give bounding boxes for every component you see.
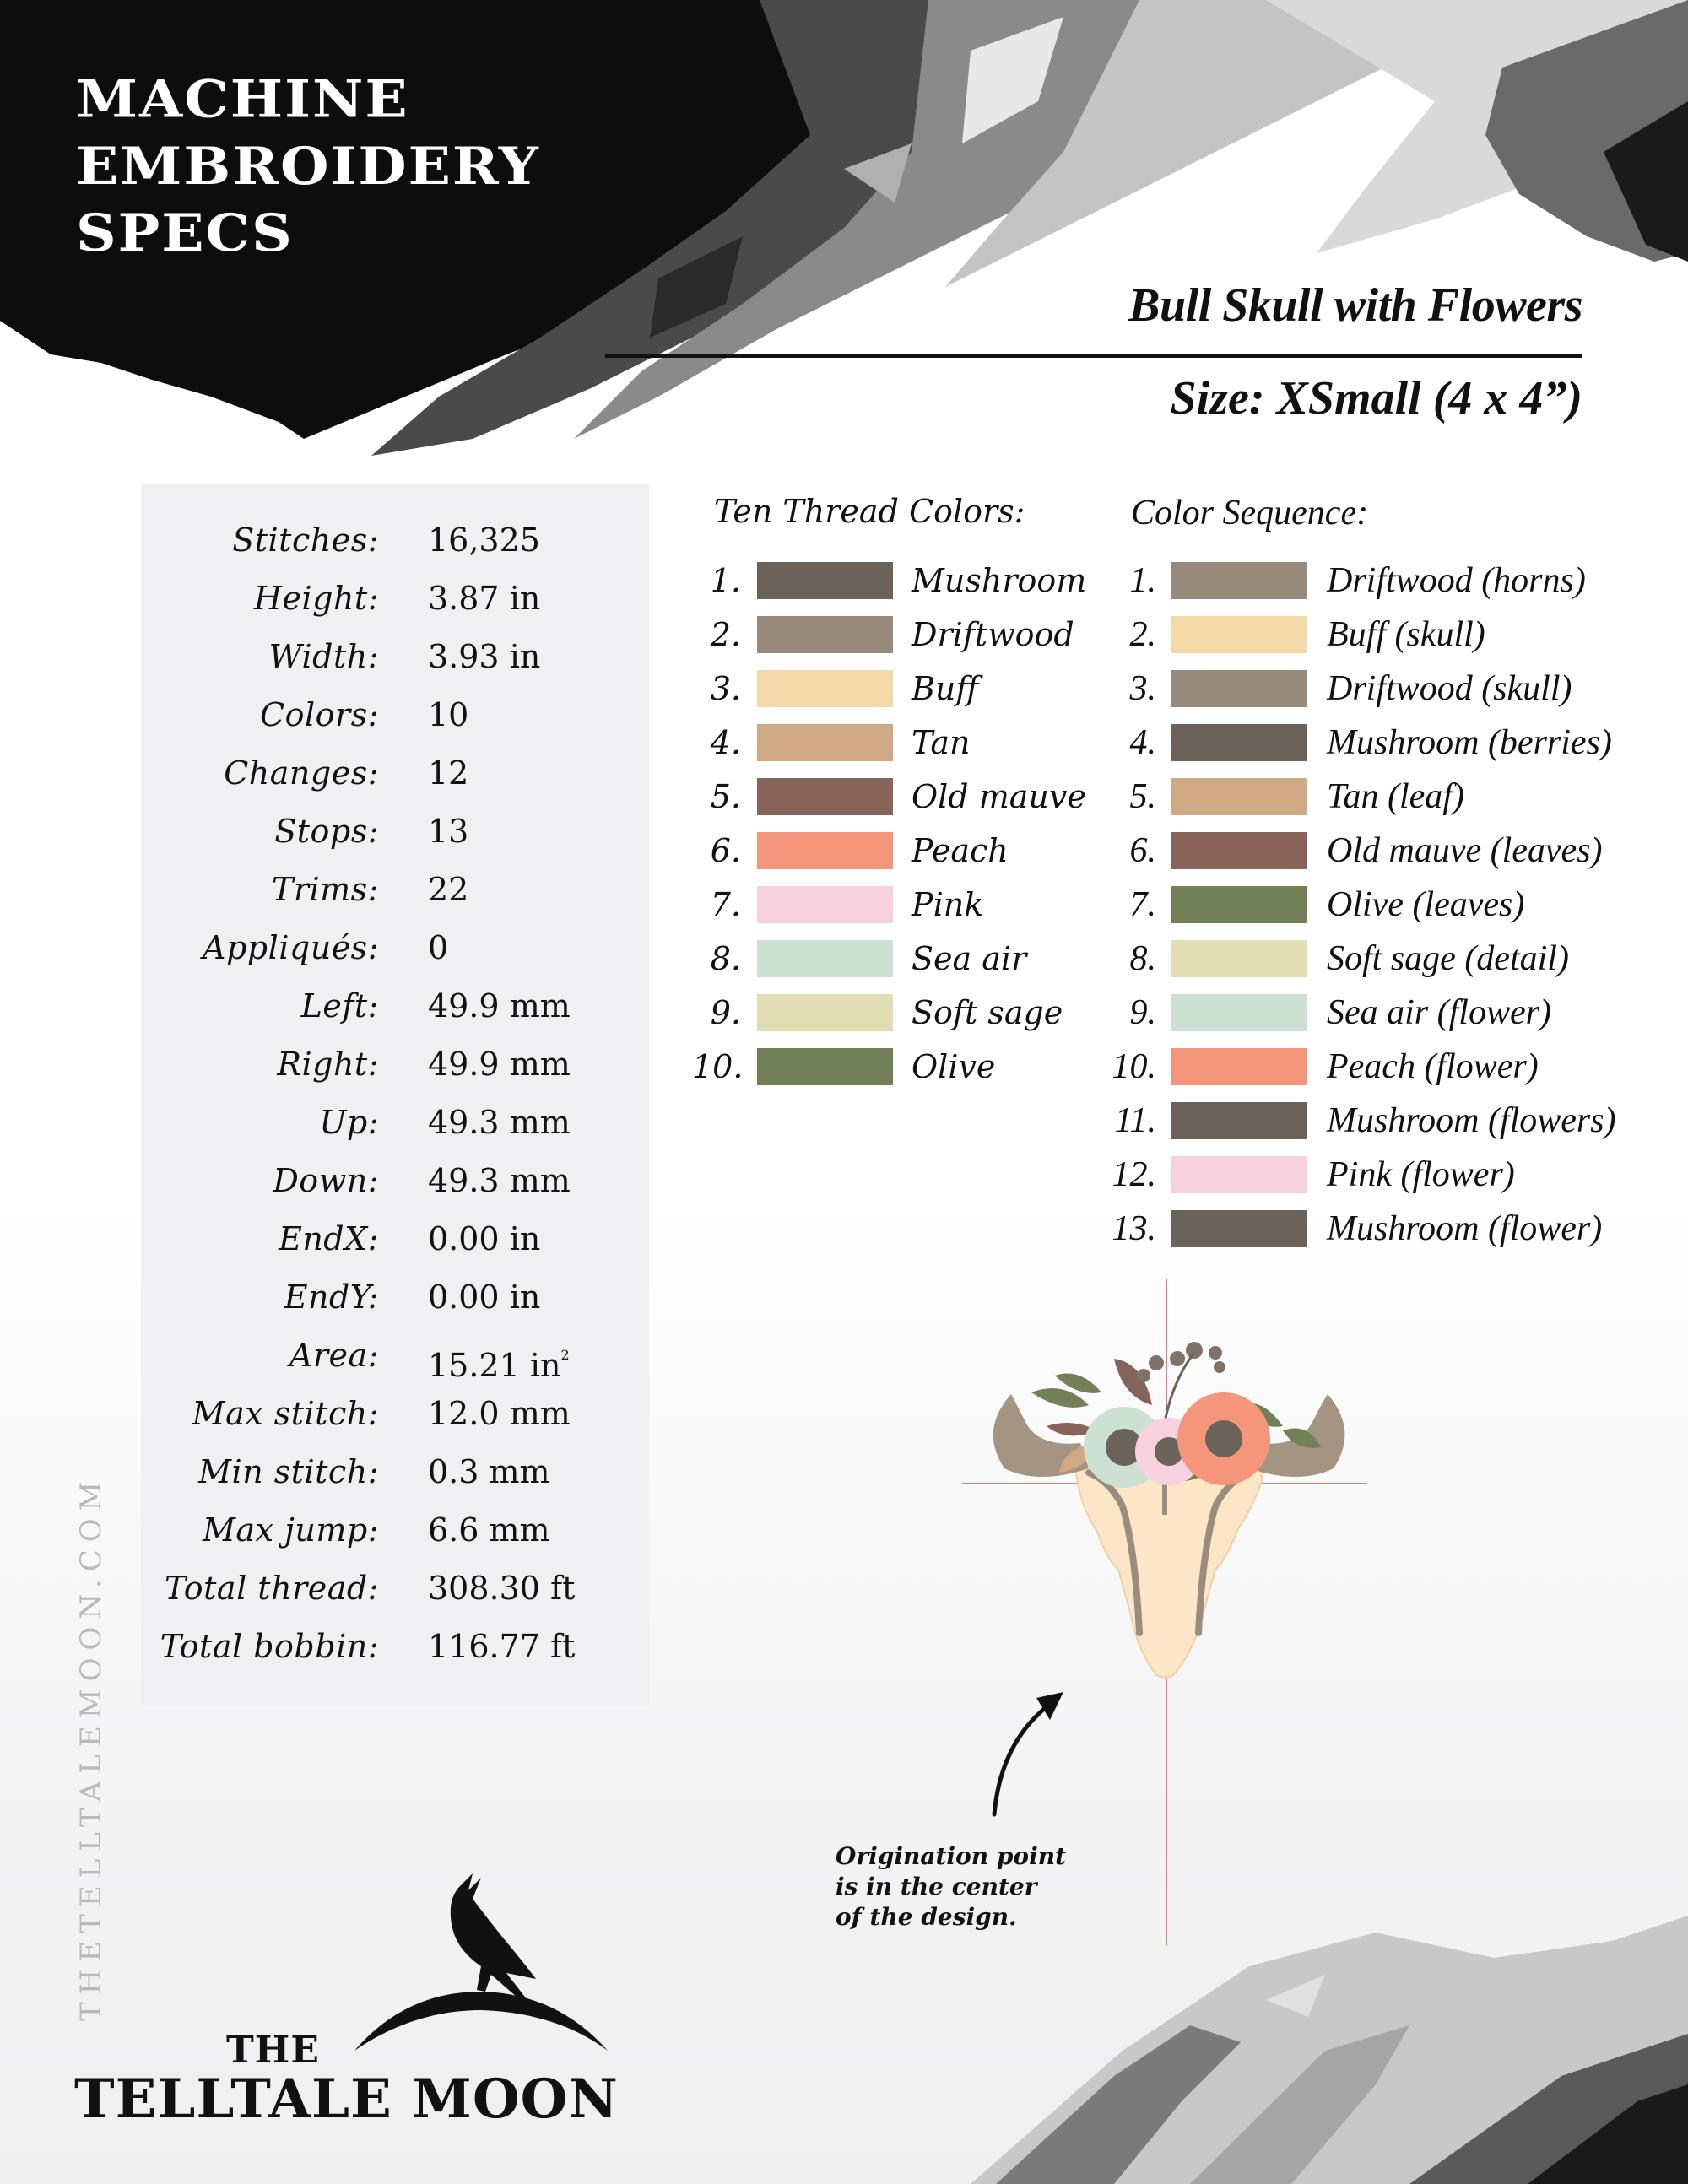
sequence-swatch [1171,724,1307,761]
area-value: 15.21 in [428,1347,561,1384]
color-sequence-row [0,1208,1688,1249]
spec-label: Width: [268,638,379,675]
sequence-name: Sea air (flower) [1327,993,1551,1032]
sequence-name: Mushroom (flower) [1327,1209,1603,1248]
sequence-number: 10. [1112,1047,1156,1086]
spec-label: EndX: [279,1220,379,1257]
color-sequence-row [0,830,1688,871]
thread-name: Sea air [912,940,1027,977]
spec-value: 0 [428,929,449,966]
spec-row-max-stitch [141,1388,649,1439]
spec-row-area [141,1330,649,1384]
spec-label: Total thread: [164,1570,379,1607]
spec-label: Trims: [271,871,379,908]
sequence-number: 4. [1129,723,1156,762]
spec-row-max-jump [141,1505,649,1555]
color-sequence-row [0,614,1688,655]
title-line-2: EMBROIDERY [76,135,540,197]
origin-arrow-icon [979,1679,1080,1823]
sequence-swatch [1171,1156,1307,1193]
title-line-1: MACHINE [76,68,409,130]
spec-label: Max stitch: [192,1395,379,1432]
origin-note-line-2: is in the center [836,1873,1037,1900]
spec-value: 0.3 mm [428,1453,550,1490]
thread-number: 10. [692,1048,744,1085]
thread-name: Mushroom [912,562,1087,599]
area-superscript: 2 [560,1347,570,1363]
sequence-swatch [1171,994,1307,1031]
spec-value: 49.3 mm [428,1162,571,1199]
sequence-number: 5. [1129,777,1156,816]
spec-label: Left: [300,987,379,1024]
color-sequence-row [0,722,1688,763]
sequence-swatch [1171,1102,1307,1139]
sequence-number: 1. [1129,561,1156,600]
specs-panel [141,484,649,1705]
spec-row-min-stitch [141,1446,649,1497]
sequence-swatch [1171,1210,1307,1247]
spec-value: 3.93 in [428,638,541,675]
origin-note-line-3: of the design. [836,1903,1017,1931]
thread-name: Peach [912,832,1009,869]
sequence-name: Mushroom (flowers) [1327,1101,1616,1140]
sequence-number: 13. [1112,1209,1156,1248]
color-sequence-row [0,776,1688,817]
brush-stroke-bottom [971,1882,1688,2184]
sequence-swatch [1171,616,1307,653]
thread-colors-heading: Ten Thread Colors: [714,493,1025,530]
thread-name: Tan [912,724,971,761]
design-name: Bull Skull with Flowers [1128,279,1582,332]
page-title [76,66,540,266]
spec-value: 116.77 ft [428,1628,576,1665]
sequence-name: Old mauve (leaves) [1327,831,1603,870]
sequence-name: Olive (leaves) [1327,885,1525,924]
thread-number: 2. [710,616,741,653]
thread-number: 1. [710,562,741,599]
spec-label: Up: [319,1104,379,1141]
thread-number: 7. [710,886,741,923]
spec-value: 308.30 ft [428,1570,576,1607]
sequence-swatch [1171,670,1307,707]
sequence-name: Driftwood (horns) [1327,561,1586,600]
logo-the: THE [226,2029,320,2072]
thread-name: Old mauve [912,778,1086,815]
color-sequence-row [0,1154,1688,1195]
spec-label: Changes: [224,754,379,792]
color-sequence-row [0,992,1688,1033]
spec-value: 49.3 mm [428,1104,571,1141]
spec-value: 13 [428,813,469,850]
color-sequence-row [0,1046,1688,1087]
origin-note-line-1: Origination point [836,1842,1067,1870]
spec-value: 49.9 mm [428,1046,571,1083]
sequence-swatch [1171,778,1307,815]
spec-value: 22 [428,871,469,908]
sequence-number: 3. [1129,669,1156,708]
thread-name: Olive [912,1048,996,1085]
thread-number: 6. [710,832,741,869]
sequence-number: 9. [1129,993,1156,1032]
sequence-number: 11. [1114,1101,1156,1140]
thread-name: Buff [912,670,979,707]
spec-row-total-thread [141,1563,649,1614]
spec-row-total-bobbin [141,1621,649,1672]
sequence-number: 6. [1129,831,1156,870]
sequence-name: Soft sage (detail) [1327,939,1569,978]
sequence-swatch [1171,832,1307,869]
spec-value: 12.0 mm [428,1395,571,1432]
title-divider [605,354,1582,358]
spec-label: Area: [289,1337,379,1374]
sequence-name: Tan (leaf) [1327,777,1464,816]
sequence-number: 12. [1112,1155,1156,1194]
color-sequence-row [0,560,1688,601]
sequence-swatch [1171,886,1307,923]
color-sequence-row [0,884,1688,925]
spec-label: Total bobbin: [160,1628,379,1665]
spec-value: 16,325 [428,522,540,559]
sequence-number: 8. [1129,939,1156,978]
thread-number: 8. [710,940,741,977]
sequence-swatch [1171,940,1307,977]
title-line-3: SPECS [76,202,294,263]
spec-label: Stitches: [232,522,379,559]
sequence-name: Buff (skull) [1327,615,1485,654]
spec-value: 49.9 mm [428,987,571,1024]
sequence-swatch [1171,562,1307,599]
spec-value: 6.6 mm [428,1511,550,1549]
spec-label: Colors: [260,696,379,733]
color-sequence-row [0,668,1688,709]
spec-row-endy [141,1272,649,1322]
spec-row-stitches [141,515,649,565]
spec-label: Min stitch: [198,1453,379,1490]
sequence-name: Pink (flower) [1327,1155,1515,1194]
spec-label: EndY: [284,1279,379,1316]
thread-number: 5. [710,778,741,815]
spec-value: 0.00 in [428,1220,541,1257]
sequence-swatch [1171,1048,1307,1085]
website-url: THETELLTALEMOON.COM [74,1473,108,2021]
spec-label: Appliqués: [203,929,379,966]
thread-number: 4. [710,724,741,761]
logo-name: TELLTALE MOON [74,2068,619,2131]
raven-moon-logo-icon [338,1873,641,2059]
spec-value [428,1330,570,1391]
thread-name: Soft sage [912,994,1063,1031]
spec-label: Right: [277,1046,379,1083]
spec-value: 3.87 in [428,580,541,617]
color-sequence-row [0,1100,1688,1141]
sequence-number: 7. [1129,885,1156,924]
spec-value: 12 [428,754,469,792]
spec-value: 10 [428,696,469,733]
spec-label: Max jump: [203,1511,379,1549]
design-size: Size: XSmall (4 x 4”) [1170,372,1582,424]
sequence-name: Peach (flower) [1327,1047,1539,1086]
spec-value: 0.00 in [428,1279,541,1316]
sequence-number: 2. [1129,615,1156,654]
thread-name: Pink [912,886,984,923]
thread-number: 3. [710,670,741,707]
sequence-name: Driftwood (skull) [1327,669,1572,708]
spec-label: Stops: [274,813,379,850]
thread-name: Driftwood [912,616,1074,653]
color-sequence-heading: Color Sequence: [1131,494,1369,532]
sequence-name: Mushroom (berries) [1327,723,1612,762]
spec-label: Down: [273,1162,379,1199]
thread-number: 9. [710,994,741,1031]
color-sequence-row [0,938,1688,979]
spec-label: Height: [253,580,379,617]
